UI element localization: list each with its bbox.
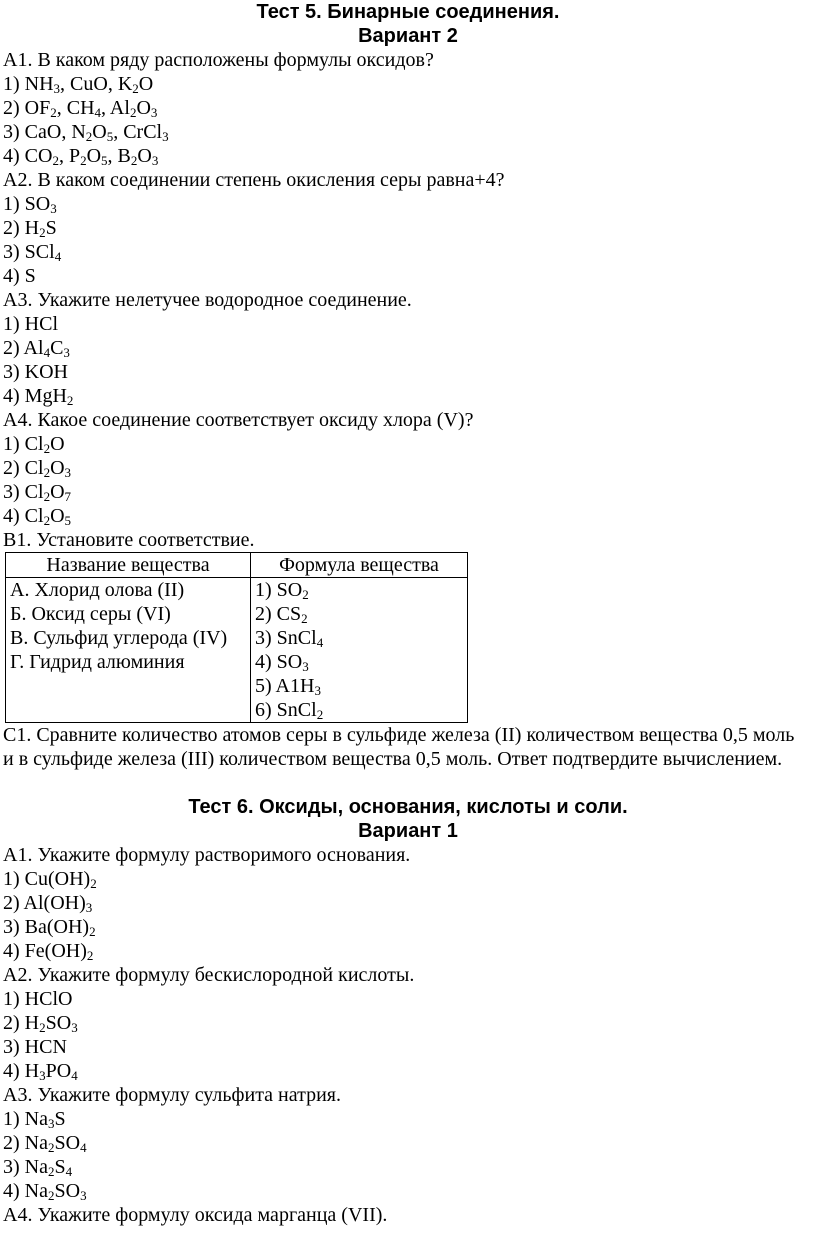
answer-option: 4) S [3,265,36,287]
answer-option: 4) $Na_2SO_3$ [3,1180,87,1203]
question-text: А2. Укажите формулу бескислородной кислоты. [3,964,415,986]
test5-variant: Вариант 2 [358,25,458,47]
substance-name: Б. Оксид серы (VI) [6,602,251,626]
substance-formula: 1) $SO_2$ [251,578,468,603]
test5-question-a3 [0,288,816,408]
answer-option: 4) $Fe(OH)_2$ [3,940,94,963]
table-header-row [6,553,468,578]
substance-formula: 5) $A1H_3$ [251,674,468,698]
table-row [6,626,468,650]
answer-option: 2) $Al_4C_3$ [3,337,70,360]
section-gap [0,771,816,795]
question-text: А3. Укажите нелетучее водородное соединение. [3,289,412,311]
test5-question-b1 [0,528,816,723]
answer-option: 3) $Na_2S_4$ [3,1156,73,1179]
substance-formula: 4) $SO_3$ [251,650,468,674]
answer-option: 2) $H_2SO_3$ [3,1012,78,1035]
answer-option: 2) $OF_2$, $CH_4$, $Al_2O_3$ [3,97,158,120]
answer-option: 4) $H_3PO_4$ [3,1060,78,1083]
question-text: А1. В каком ряду расположены формулы оксидов? [3,49,434,71]
table-row [6,698,468,723]
answer-option: 1) $SO_3$ [3,193,57,216]
test5-question-a4 [0,408,816,528]
test5-question-a1 [0,48,816,168]
test6-title: Тест 6. Оксиды, основания, кислоты и соли. [188,796,628,818]
column-header-name: Название вещества [6,553,251,578]
substance-name: А. Хлорид олова (II) [6,578,251,603]
table-row [6,650,468,674]
table-row [6,602,468,626]
answer-option: 3) CaO, $N_2O_5$, CrCl$_3$ [3,121,169,144]
substance-formula: 6) SnCl$_2$ [251,698,468,723]
substance-name: В. Сульфид углерода (IV) [6,626,251,650]
substance-name [6,698,251,723]
test6-question-a3 [0,1083,816,1203]
answer-option: 4) MgH$_2$ [3,385,74,408]
question-text: А4. Какое соединение соответствует оксиду хлора (V)? [3,409,474,431]
question-text: А1. Укажите формулу растворимого основания. [3,844,411,866]
substance-name [6,674,251,698]
question-text: А3. Укажите формулу сульфита натрия. [3,1084,341,1106]
answer-option: 3) $Cl_2O_7$ [3,481,72,504]
table-row [6,674,468,698]
table-row [6,578,468,603]
answer-option: 3) $Ba(OH)_2$ [3,916,96,939]
answer-option: 1) $NH_3$, CuO, $K_2O$ [3,73,154,96]
answer-option: 1) HCl [3,313,58,335]
question-text: В1. Установите соответствие. [3,529,255,551]
answer-option: 2) $Na_2SO_4$ [3,1132,87,1155]
test5-title: Тест 5. Бинарные соединения. [256,1,560,23]
test6-variant: Вариант 1 [358,820,458,842]
substance-formula: 2) $CS_2$ [251,602,468,626]
answer-option: 1) HClO [3,988,73,1010]
test6-question-a1 [0,843,816,963]
answer-option: 3) HCN [3,1036,67,1058]
matching-table [5,552,468,723]
substance-name: Г. Гидрид алюминия [6,650,251,674]
column-header-formula: Формула вещества [251,553,468,578]
answer-option: 2) $Cl_2O_3$ [3,457,72,480]
answer-option: 3) KOH [3,361,68,383]
test5-question-c1 [0,723,800,771]
test6-question-a4 [0,1203,816,1227]
question-text: А4. Укажите формулу оксида марганца (VII). [3,1204,388,1226]
test5-question-a2 [0,168,816,288]
answer-option: 4) $CO_2$, $P_2O_5$, $B_2O_3$ [3,145,159,168]
answer-option: 2) $Al(OH)_3$ [3,892,93,915]
answer-option: 1) $Cl_2O$ [3,433,65,456]
question-text: А2. В каком соединении степень окисления серы равна+4? [3,169,505,191]
answer-option: 3) SCl$_4$ [3,241,62,264]
question-text: С1. Сравните количество атомов серы в сульфиде железа (II) количеством вещества 0,5 моль и в сульфиде железа (III) количеством вещества 0,5 моль. Ответ подтвердите вычислением. [3,724,795,770]
test6-question-a2 [0,963,816,1083]
answer-option: 2) $H_2S$ [3,217,57,240]
test6-section [0,795,816,1227]
answer-option: 1) $Na_3S$ [3,1108,66,1131]
answer-option: 4) $Cl_2O_5$ [3,505,72,528]
answer-option: 1) $Cu(OH)_2$ [3,868,97,891]
substance-formula: 3) SnCl$_4$ [251,626,468,650]
